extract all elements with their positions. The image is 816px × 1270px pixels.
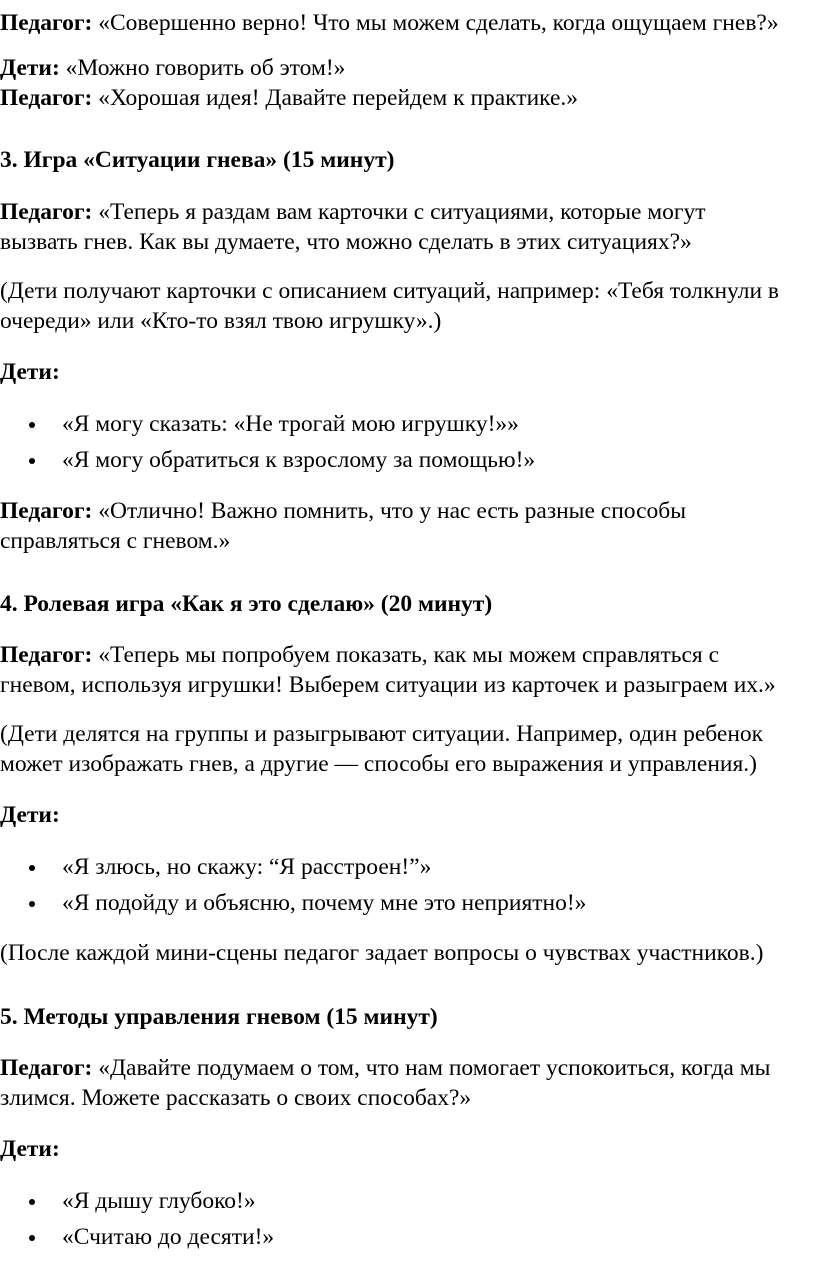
children-answers-list-2 <box>0 852 816 924</box>
speaker-label: Педагог: <box>0 498 93 524</box>
paragraph-teacher-6 <box>0 496 816 556</box>
paragraph-teacher-11 <box>0 1053 816 1113</box>
speech-text: «Теперь мы попробуем показать, как мы можем справляться с <box>92 642 720 668</box>
speaker-label: Педагог: <box>0 1055 93 1081</box>
heading-text: 4. Ролевая игра «Как я это сделаю» (20 минут) <box>0 591 493 617</box>
speech-text-continued: вызвать гнев. Как вы думаете, что можно сделать в этих ситуациях?» <box>0 229 692 255</box>
paragraph-note-8 <box>0 719 816 779</box>
bullet-icon <box>29 1199 35 1205</box>
paragraph-children-label <box>0 1134 816 1164</box>
paragraph-note-4 <box>0 276 816 336</box>
paragraph-children-label <box>0 800 816 830</box>
bullet-icon <box>29 865 35 871</box>
list-item: «Я злюсь, но скажу: “Я расстроен!”» <box>0 852 816 888</box>
section-heading-4 <box>0 589 816 619</box>
bullet-icon <box>29 458 35 464</box>
note-line: (Дети делятся на группы и разыгрывают ситуации. Например, один ребенок <box>0 721 764 747</box>
list-item: «Считаю до десяти!» <box>0 1222 816 1258</box>
children-answers-list-3 <box>0 1186 816 1258</box>
speech-text: «Теперь я раздам вам карточки с ситуациями, которые могут <box>92 199 706 225</box>
note-line: (Дети получают карточки с описанием ситуаций, например: «Тебя толкнули в <box>0 278 780 304</box>
paragraph-children-label <box>0 357 816 387</box>
list-item: «Я подойду и объясню, почему мне это неприятно!» <box>0 888 816 924</box>
speaker-label: Дети: <box>0 359 60 385</box>
paragraph-teacher-7 <box>0 640 816 700</box>
section-heading-3 <box>0 145 816 175</box>
list-item: «Я могу обратиться к взрослому за помощью!» <box>0 445 816 481</box>
speaker-label: Дети: <box>0 802 60 828</box>
speech-text: «Хорошая идея! Давайте перейдем к практике.» <box>92 85 579 111</box>
speech-text-continued: справляться с гневом.» <box>0 528 231 554</box>
list-item: «Я дышу глубоко!» <box>0 1186 816 1222</box>
speech-text: «Отлично! Важно помнить, что у нас есть разные способы <box>92 498 687 524</box>
speaker-label: Педагог: <box>0 10 93 36</box>
speech-text-continued: злимся. Можете рассказать о своих способах?» <box>0 1085 472 1111</box>
speaker-label: Педагог: <box>0 199 93 225</box>
heading-text: 3. Игра «Ситуации гнева» (15 минут) <box>0 147 395 173</box>
speaker-label: Педагог: <box>0 85 93 111</box>
bullet-icon <box>29 1235 35 1241</box>
speaker-label: Дети: <box>0 55 60 81</box>
section-heading-5 <box>0 1002 816 1032</box>
note-line: очереди» или «Кто-то взял твою игрушку».) <box>0 308 442 334</box>
speech-text: «Можно говорить об этом!» <box>59 55 346 81</box>
speaker-label: Педагог: <box>0 642 93 668</box>
speech-text: «Совершенно верно! Что мы можем сделать, когда ощущаем гнев?» <box>92 10 779 36</box>
speech-text: «Давайте подумаем о том, что нам помогает успокоиться, когда мы <box>92 1055 771 1081</box>
note-line: (После каждой мини-сцены педагог задает вопросы о чувствах участников.) <box>0 940 764 966</box>
bullet-icon <box>29 422 35 428</box>
children-answers-list-1 <box>0 409 816 481</box>
bullet-icon <box>29 901 35 907</box>
paragraph-teacher-1 <box>0 8 816 38</box>
speech-text-continued: гневом, используя игрушки! Выберем ситуации из карточек и разыграем их.» <box>0 672 776 698</box>
speaker-label: Дети: <box>0 1136 60 1162</box>
list-item: «Я могу сказать: «Не трогай мою игрушку!»» <box>0 409 816 445</box>
paragraph-note-10 <box>0 938 816 968</box>
note-line: может изображать гнев, а другие — способы его выражения и управления.) <box>0 751 757 777</box>
paragraph-teacher-3 <box>0 197 816 257</box>
paragraph-dialogue-2 <box>0 53 816 113</box>
heading-text: 5. Методы управления гневом (15 минут) <box>0 1004 438 1030</box>
